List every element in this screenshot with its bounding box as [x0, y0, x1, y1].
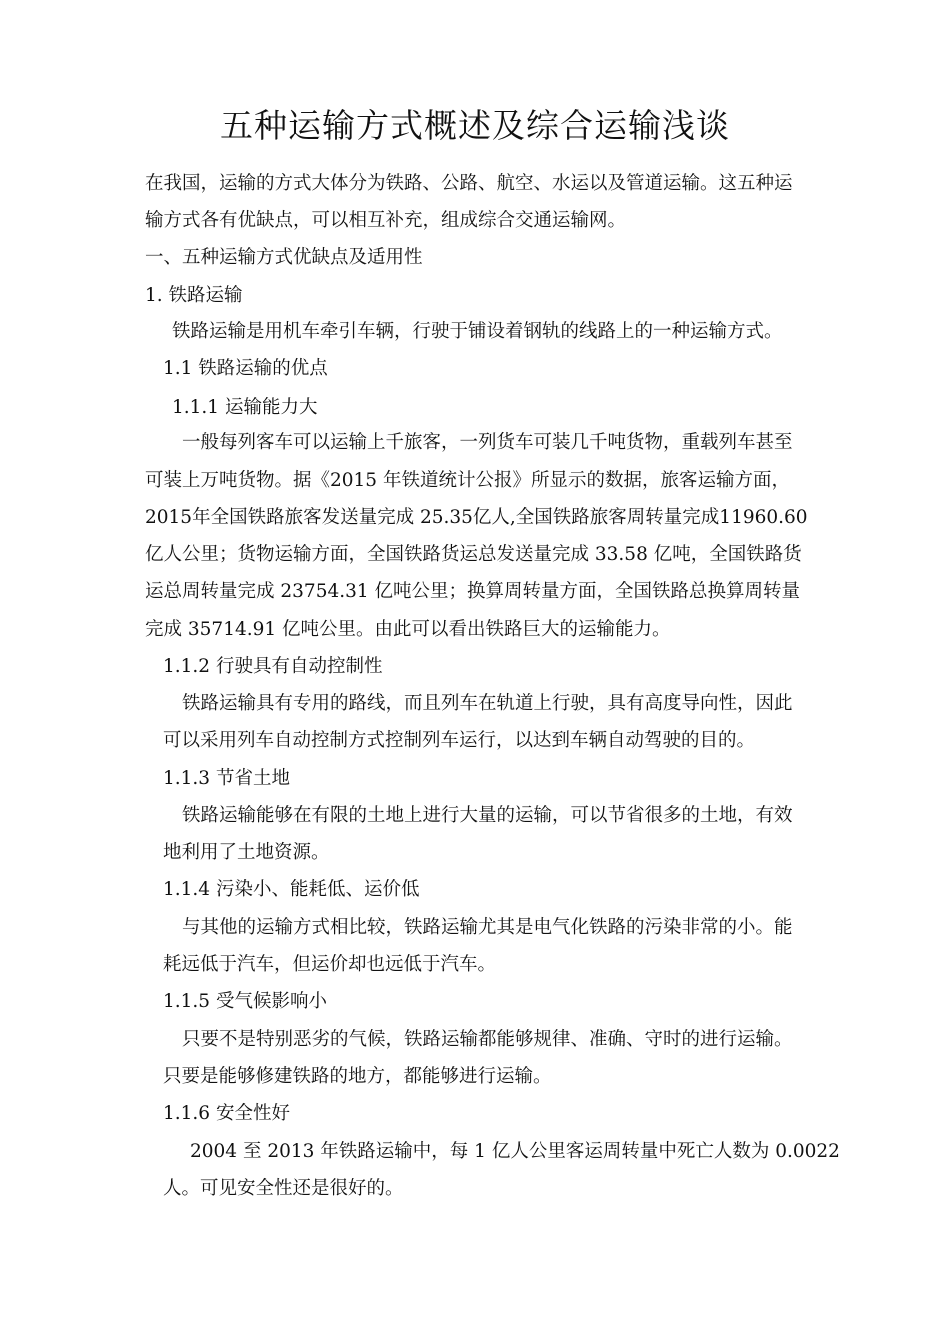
paragraph-line: 只要是能够修建铁路的地方，都能够进行运输。: [163, 1066, 552, 1087]
paragraph-line: 耗远低于汽车，但运价却也远低于汽车。: [163, 954, 497, 975]
item-heading: 1.1.5 受气候影响小: [163, 991, 327, 1012]
paragraph-line: 运总周转量完成 23754.31 亿吨公里；换算周转量方面，全国铁路总换算周转量: [145, 581, 801, 602]
item-heading: 1.1.3 节省土地: [163, 768, 290, 789]
paragraph-line: 只要不是特别恶劣的气候，铁路运输都能够规律、准确、守时的进行运输。: [182, 1029, 793, 1050]
document-title: 五种运输方式概述及综合运输浅谈: [220, 106, 730, 145]
paragraph-line: 铁路运输能够在有限的土地上进行大量的运输，可以节省很多的土地，有效: [182, 805, 793, 826]
intro-line-1: 在我国，运输的方式大体分为铁路、公路、航空、水运以及管道运输。这五种运: [145, 173, 793, 194]
paragraph-line: 可以采用列车自动控制方式控制列车运行，以达到车辆自动驾驶的目的。: [163, 730, 756, 751]
item-heading: 1.1.1 运输能力大: [172, 397, 318, 418]
section-heading: 一、五种运输方式优缺点及适用性: [145, 247, 423, 268]
paragraph-line: 可装上万吨货物。据《2015 年铁道统计公报》所显示的数据，旅客运输方面，: [145, 470, 790, 491]
paragraph-line: 人。可见安全性还是很好的。: [163, 1178, 404, 1199]
paragraph-line: 地利用了土地资源。: [163, 842, 330, 863]
paragraph-line: 铁路运输具有专用的路线，而且列车在轨道上行驶，具有高度导向性，因此: [182, 693, 793, 714]
paragraph-line: 一般每列客车可以运输上千旅客，一列货车可装几千吨货物，重载列车甚至: [182, 432, 793, 453]
item-heading: 1.1.4 污染小、能耗低、运价低: [163, 879, 420, 900]
paragraph-line: 完成 35714.91 亿吨公里。由此可以看出铁路巨大的运输能力。: [145, 619, 671, 640]
subsection-heading: 1. 铁路运输: [145, 285, 243, 306]
paragraph-line: 2004 至 2013 年铁路运输中，每 1 亿人公里客运周转量中死亡人数为 0.0022: [190, 1141, 840, 1162]
item-heading: 1.1.6 安全性好: [163, 1103, 290, 1124]
item-heading: 1.1.2 行驶具有自动控制性: [163, 656, 383, 677]
intro-line-2: 输方式各有优缺点，可以相互补充，组成综合交通运输网。: [145, 210, 627, 231]
subsection-heading: 1.1 铁路运输的优点: [163, 358, 328, 379]
paragraph-line: 铁路运输是用机车牵引车辆，行驶于铺设着钢轨的线路上的一种运输方式。: [172, 321, 783, 342]
paragraph-line: 2015年全国铁路旅客发送量完成 25.35亿人,全国铁路旅客周转量完成11960.60: [145, 507, 808, 528]
paragraph-line: 与其他的运输方式相比较，铁路运输尤其是电气化铁路的污染非常的小。能: [182, 917, 793, 938]
paragraph-line: 亿人公里；货物运输方面，全国铁路货运总发送量完成 33.58 亿吨，全国铁路货: [145, 544, 802, 565]
